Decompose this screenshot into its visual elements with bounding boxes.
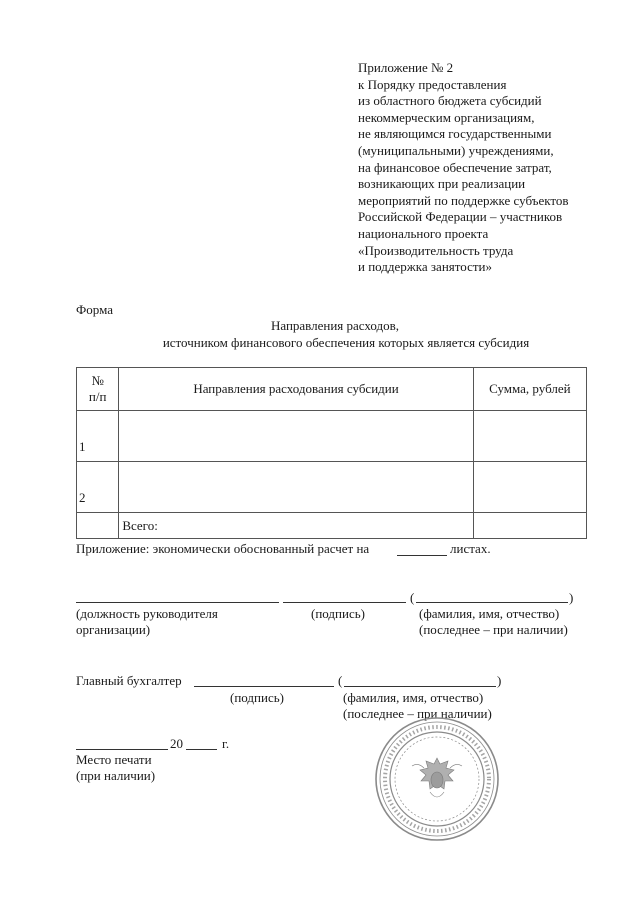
header-direction: Направления расходования субсидии (119, 368, 473, 411)
appendix-line: Приложение № 2 (358, 60, 454, 75)
signature-caption: (подпись) (311, 606, 365, 621)
row-number: 2 (77, 462, 119, 513)
acc-signature-caption: (подпись) (230, 690, 284, 705)
head-signature-field[interactable] (283, 602, 406, 603)
sheets-count-field[interactable] (397, 555, 447, 556)
appendix-line: «Производительность труда (358, 242, 514, 258)
open-paren: ( (410, 590, 415, 605)
title-line-1: Направления расходов, (270, 318, 400, 333)
attachment-prefix: Приложение: экономически обоснованный расчет на (76, 541, 370, 556)
head-position-caption: (должность руководителя (76, 606, 218, 621)
stamp-place-label: Место печати (76, 752, 152, 767)
acc-fio-caption: (фамилия, имя, отчество) (343, 690, 484, 705)
form-label: Форма (76, 302, 113, 317)
year-prefix: 20 (170, 736, 183, 751)
row-direction-cell[interactable] (119, 411, 473, 462)
header-amount: Сумма, рублей (473, 368, 586, 411)
appendix-line: возникающих при реализации (358, 176, 526, 192)
total-label: Всего: (119, 513, 473, 539)
accountant-signature-field[interactable] (194, 686, 334, 687)
close-paren: ) (569, 590, 574, 605)
table-total-row (77, 513, 587, 539)
appendix-line: не являющимся государственными (358, 126, 552, 142)
fio-caption: (фамилия, имя, отчество) (419, 606, 560, 621)
year-field[interactable] (186, 749, 217, 750)
header-num-pp: п/п (88, 389, 107, 404)
appendix-line: на финансовое обеспечение затрат, (358, 159, 552, 175)
row-direction-cell[interactable] (119, 462, 473, 513)
appendix-line: Российской Федерации – участников (358, 209, 563, 225)
appendix-header (358, 60, 569, 276)
acc-fio-caption-2: (последнее – при наличии) (343, 706, 492, 721)
title-line-2: источником финансового обеспечения которых является субсидия (162, 334, 530, 350)
acc-close-paren: ) (497, 673, 502, 688)
date-day-month-field[interactable] (76, 749, 168, 750)
appendix-line: (муниципальными) учреждениями, (358, 142, 554, 158)
accountant-label: Главный бухгалтер (76, 673, 182, 688)
appendix-line: мероприятий по поддержке субъектов (358, 192, 569, 208)
appendix-line: к Порядку предоставления (358, 76, 507, 92)
head-position-caption-2: организации) (76, 622, 151, 637)
expenses-table (76, 367, 587, 539)
header-num-sign: № (91, 373, 104, 388)
accountant-fio-field[interactable] (344, 686, 496, 687)
attachment-suffix: листах. (450, 541, 491, 556)
official-seal-image (374, 716, 500, 842)
appendix-line: некоммерческим организациям, (358, 109, 535, 125)
header-num (77, 368, 119, 411)
fio-caption-2: (последнее – при наличии) (419, 622, 568, 637)
row-amount-cell[interactable] (473, 411, 586, 462)
head-fio-field[interactable] (416, 602, 568, 603)
appendix-line: национального проекта (358, 225, 489, 241)
table-header-row (77, 368, 587, 411)
total-amount-cell[interactable] (473, 513, 586, 539)
row-amount-cell[interactable] (473, 462, 586, 513)
year-suffix: г. (222, 736, 230, 751)
row-number: 1 (77, 411, 119, 462)
head-position-field[interactable] (76, 602, 279, 603)
table-row (77, 462, 587, 513)
stamp-place-note: (при наличии) (76, 768, 156, 783)
appendix-line: из областного бюджета субсидий (358, 93, 542, 109)
table-row (77, 411, 587, 462)
acc-open-paren: ( (338, 673, 343, 688)
form-title (0, 318, 640, 351)
appendix-line: и поддержка занятости» (358, 259, 492, 275)
total-empty-cell (77, 513, 119, 539)
